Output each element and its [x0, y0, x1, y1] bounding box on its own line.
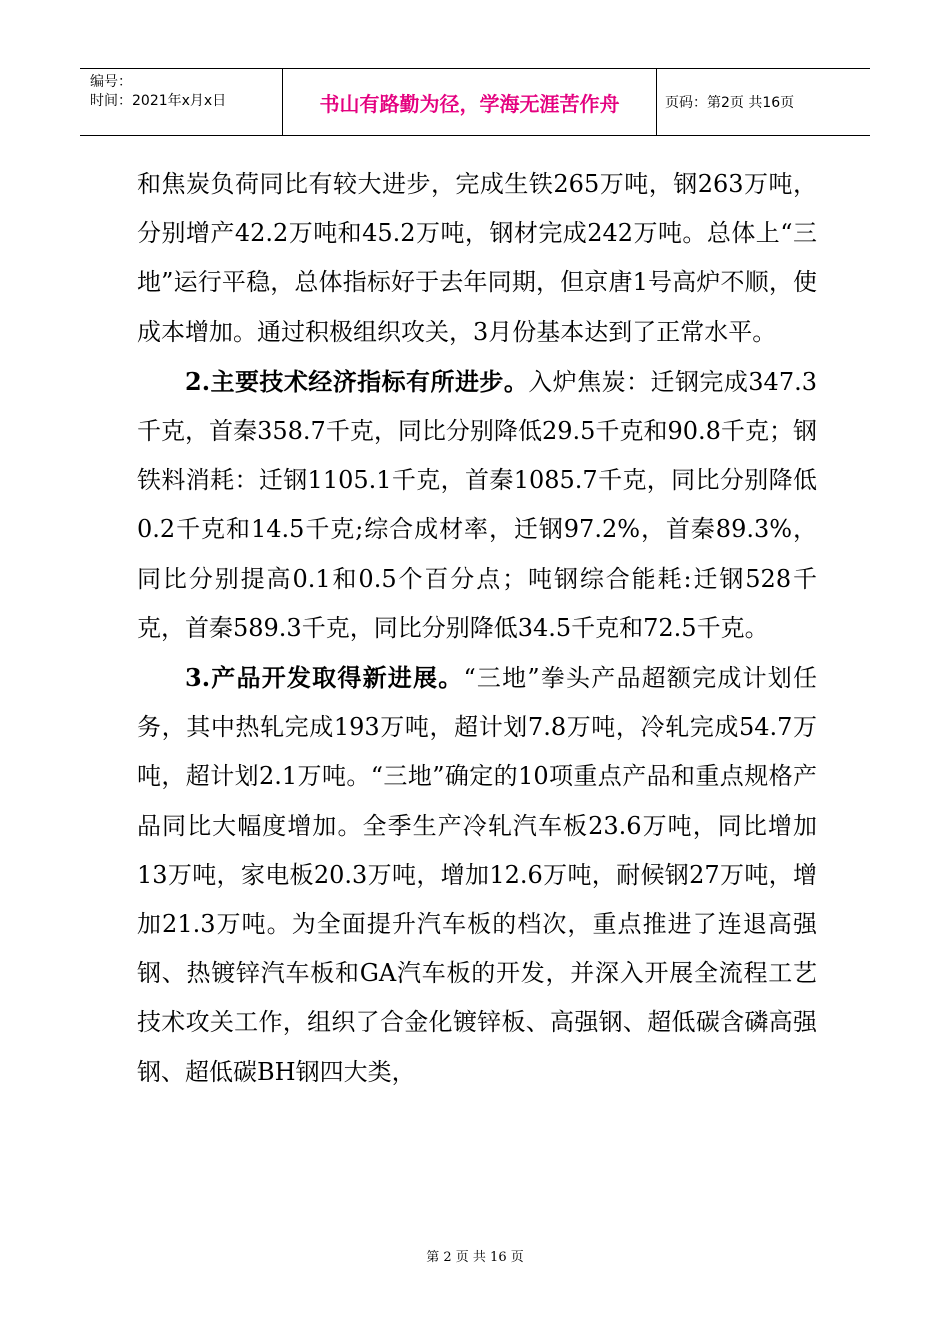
page-footer: 第 2 页 共 16 页	[426, 1250, 524, 1265]
page-header	[80, 68, 870, 136]
header-motto: 书山有路勤为径，学海无涯苦作舟	[283, 69, 657, 135]
header-meta	[80, 69, 283, 135]
paragraph-text: 和焦炭负荷同比有较大进步，完成生铁265万吨，钢263万吨，分别增产42.2万吨和45.2万吨，钢材完成242万吨。总体上“三地”运行平稳，总体指标好于去年同期，但京唐1号高炉不顺，使成本增加。通过积极组织攻关，3月份基本达到了正常水平。	[137, 170, 817, 346]
time-label: 时间：2021年x月x日	[90, 93, 227, 109]
paragraph-2	[137, 357, 817, 653]
paragraph-text: “三地”拳头产品超额完成计划任务，其中热轧完成193万吨，超计划7.8万吨，冷轧完成54.7万吨，超计划2.1万吨。“三地”确定的10项重点产品和重点规格产品同比大幅度增加。全季生产冷轧汽车板23.6万吨，同比增加13万吨，家电板20.3万吨，增加12.6万吨，耐候钢27万吨，增加21.3万吨。为全面提升汽车板的档次，重点推进了连退高强钢、热镀锌汽车板和GA汽车板的开发，并深入开展全流程工艺技术攻关工作，组织了合金化镀锌板、高强钢、超低碳含磷高强钢、超低碳BH钢四大类，	[137, 664, 817, 1086]
paragraph-3	[137, 653, 817, 1097]
document-body	[137, 160, 817, 1097]
number-label: 编号：	[90, 74, 132, 90]
paragraph-heading: 3.产品开发取得新进展。	[185, 663, 464, 693]
paragraph-1	[137, 160, 817, 357]
header-page-number: 页码：第2页 共16页	[665, 95, 795, 111]
paragraph-heading: 2.主要技术经济指标有所进步。	[185, 366, 529, 396]
paragraph-text: 入炉焦炭：迁钢完成347.3千克，首秦358.7千克，同比分别降低29.5千克和90.8千克；钢铁料消耗：迁钢1105.1千克，首秦1085.7千克，同比分别降低0.2千克和14.5千克;综合成材率，迁钢97.2%，首秦89.3%，同比分别提高0.1和0.5个百分点；吨钢综合能耗:迁钢528千克，首秦589.3千克，同比分别降低34.5千克和72.5千克。	[137, 367, 817, 642]
